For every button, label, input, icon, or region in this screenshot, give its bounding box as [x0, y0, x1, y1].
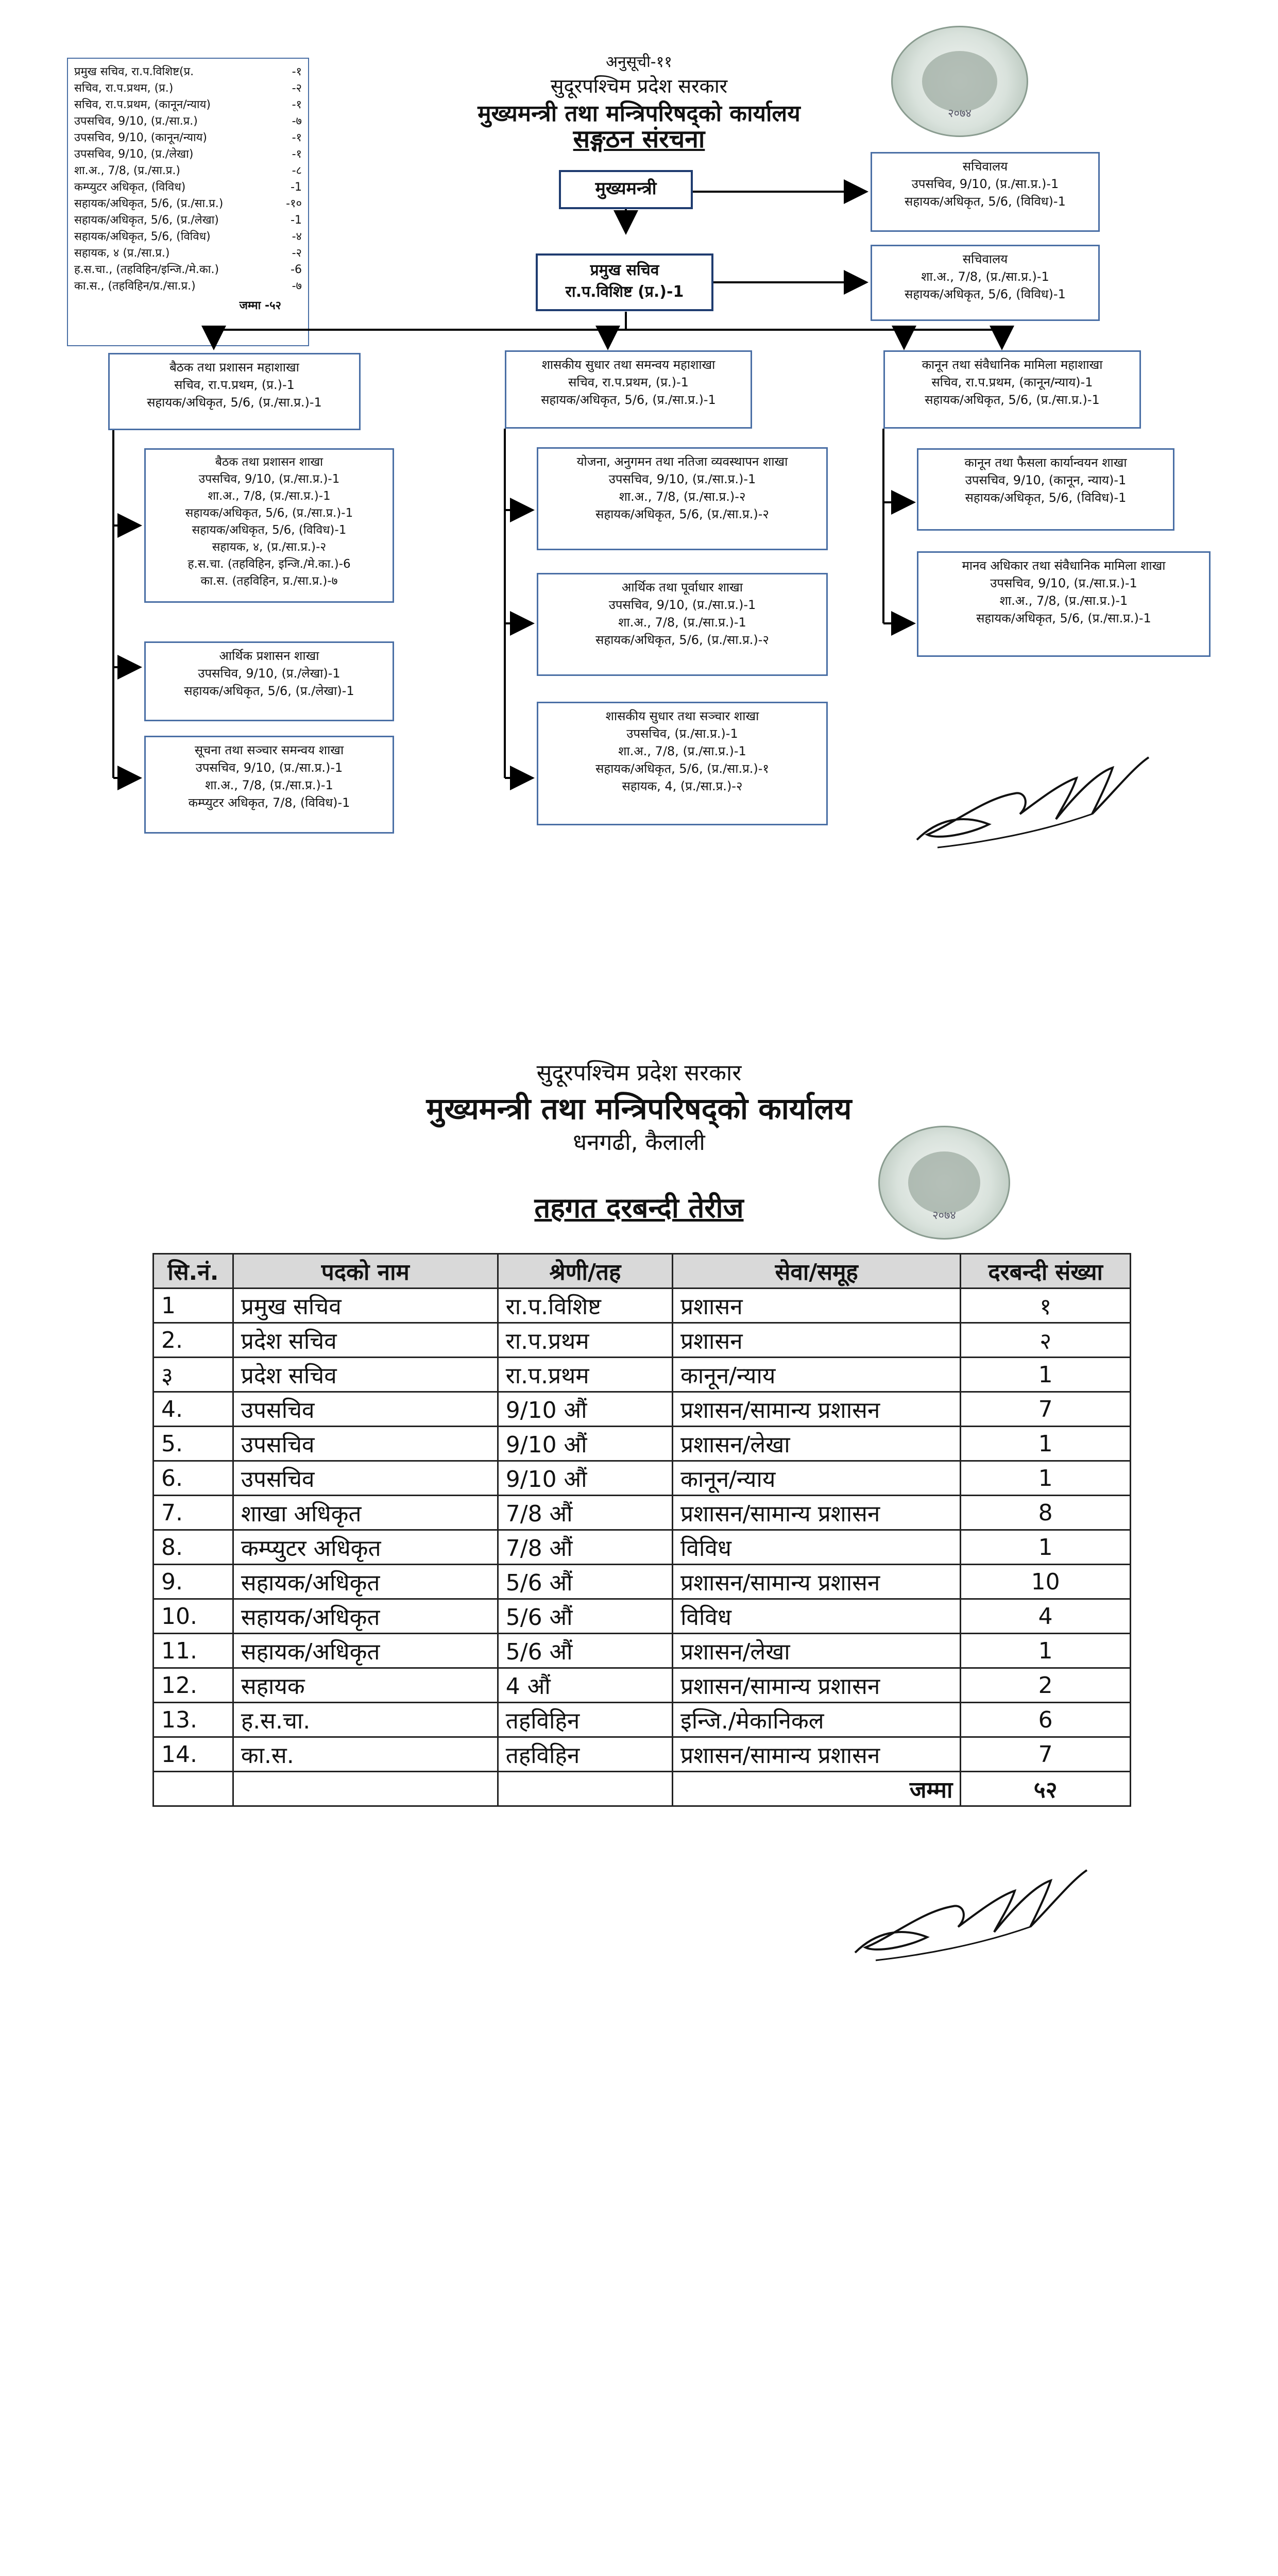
summary-post: सचिव, रा.प.प्रथम, (कानून/न्याय)	[74, 98, 211, 111]
summary-post: का.स., (तहविहिन/प्र./सा.प्र.)	[74, 280, 196, 293]
column-header: सेवा/समूह	[673, 1254, 961, 1289]
summary-count: -1	[291, 214, 302, 227]
summary-post: शा.अ., 7/8, (प्र./सा.प्र.)	[74, 164, 180, 177]
serial-number: 7.	[154, 1496, 233, 1530]
box-line: शा.अ., 7/8, (प्र./सा.प्र.)-1	[208, 489, 331, 503]
service-group: इन्जि./मेकानिकल	[673, 1703, 961, 1737]
table-cell	[154, 1772, 233, 1806]
box-line: शा.अ., 7/8, (प्र./सा.प्र.)-1	[999, 594, 1128, 608]
summary-post: सहायक, ४ (प्र./सा.प्र.)	[74, 247, 170, 260]
table-row	[154, 1461, 1131, 1496]
table-row	[154, 1599, 1131, 1634]
section-box-governance-communication	[537, 702, 828, 825]
section-box-planning-monitoring	[537, 447, 828, 550]
box-line: शा.अ., 7/8, (प्र./सा.प्र.)-1	[921, 269, 1049, 284]
post-name: उपसचिव	[233, 1427, 498, 1461]
column-header: दरबन्दी संख्या	[961, 1254, 1131, 1289]
serial-number: 5.	[154, 1427, 233, 1461]
summary-count: -७	[292, 280, 302, 293]
post-count: 4	[961, 1599, 1131, 1634]
grade-level: तहविहिन	[498, 1703, 672, 1737]
service-group: प्रशासन/सामान्य प्रशासन	[673, 1496, 961, 1530]
box-line: सूचना तथा सञ्चार समन्वय शाखा	[194, 743, 344, 757]
table-row	[154, 1358, 1131, 1392]
service-group: प्रशासन	[673, 1323, 961, 1358]
chief-minister-label: मुख्यमन्त्री	[595, 178, 657, 199]
box-line: उपसचिव, 9/10, (प्र./सा.प्र.)-1	[608, 472, 756, 486]
grade-level: 7/8 औं	[498, 1496, 672, 1530]
grade-level: रा.प.प्रथम	[498, 1323, 672, 1358]
post-name: कम्प्युटर अधिकृत	[233, 1530, 498, 1565]
box-line: सहायक/अधिकृत, 5/6, (प्र./सा.प्र.)-1	[925, 393, 1100, 407]
post-count: 1	[961, 1358, 1131, 1392]
summary-count: -१	[292, 65, 302, 78]
grade-level: 5/6 औं	[498, 1634, 672, 1668]
serial-number: 12.	[154, 1668, 233, 1703]
service-group: प्रशासन/सामान्य प्रशासन	[673, 1668, 961, 1703]
box-line: आर्थिक प्रशासन शाखा	[219, 649, 319, 663]
box-line: शासकीय सुधार तथा सञ्चार शाखा	[605, 709, 759, 723]
summary-count: -७	[292, 115, 302, 128]
table-row	[154, 1565, 1131, 1599]
summary-post: उपसचिव, 9/10, (प्र./सा.प्र.)	[74, 115, 198, 128]
grade-level: तहविहिन	[498, 1737, 672, 1772]
table-row	[154, 1392, 1131, 1427]
service-group: कानून/न्याय	[673, 1461, 961, 1496]
box-line: उपसचिव, 9/10, (प्र./सा.प्र.)-1	[198, 472, 340, 486]
schedule-label: अनुसूची-११	[606, 53, 672, 71]
box-line: ह.स.चा. (तहविहिन, इन्जि./मे.का.)-6	[188, 557, 351, 571]
secretariat-box-2	[871, 245, 1100, 321]
service-group: प्रशासन/लेखा	[673, 1634, 961, 1668]
post-name: सहायक/अधिकृत	[233, 1634, 498, 1668]
post-count: 7	[961, 1392, 1131, 1427]
serial-number: 4.	[154, 1392, 233, 1427]
box-line: बैठक तथा प्रशासन महाशाखा	[169, 360, 299, 375]
section-box-meeting-admin	[144, 448, 394, 603]
post-name: उपसचिव	[233, 1392, 498, 1427]
grade-level: रा.प.प्रथम	[498, 1358, 672, 1392]
box-line: सहायक/अधिकृत, 5/6, (विविध)-1	[905, 194, 1066, 209]
summary-post: सहायक/अधिकृत, 5/6, (प्र./लेखा)	[74, 214, 219, 227]
post-count: 10	[961, 1565, 1131, 1599]
grade-level: 9/10 औं	[498, 1427, 672, 1461]
division-box-governance-reform	[505, 350, 752, 429]
serial-number: 8.	[154, 1530, 233, 1565]
box-line: उपसचिव, (प्र./सा.प्र.)-1	[626, 726, 738, 741]
table-total-row	[154, 1772, 1131, 1806]
box-line: उपसचिव, 9/10, (प्र./सा.प्र.)-1	[911, 177, 1059, 191]
page-title: सङ्गठन संरचना	[573, 125, 705, 154]
summary-count: -४	[292, 230, 302, 243]
box-line: उपसचिव, 9/10, (कानून, न्याय)-1	[965, 473, 1127, 487]
box-line: सहायक, 4, (प्र./सा.प्र.)-२	[622, 779, 743, 793]
serial-number: 9.	[154, 1565, 233, 1599]
section-box-information-communication	[144, 736, 394, 834]
post-name: ह.स.चा.	[233, 1703, 498, 1737]
service-group: प्रशासन	[673, 1289, 961, 1323]
summary-count: -२	[292, 82, 302, 95]
post-count: 1	[961, 1530, 1131, 1565]
table-row	[154, 1703, 1131, 1737]
service-group: प्रशासन/सामान्य प्रशासन	[673, 1565, 961, 1599]
summary-count: -२	[292, 247, 302, 260]
total-value: ५२	[961, 1772, 1131, 1806]
table-row	[154, 1530, 1131, 1565]
post-count: 1	[961, 1634, 1131, 1668]
post-name: उपसचिव	[233, 1461, 498, 1496]
box-line: उपसचिव, 9/10, (प्र./लेखा)-1	[198, 666, 340, 681]
column-header: पदको नाम	[233, 1254, 498, 1289]
box-line: शा.अ., 7/8, (प्र./सा.प्र.)-२	[619, 489, 746, 504]
post-count: २	[961, 1323, 1131, 1358]
office-name: मुख्यमन्त्री तथा मन्त्रिपरिषद्को कार्यालय	[478, 100, 800, 127]
serial-number: 1	[154, 1289, 233, 1323]
summary-count: -१०	[286, 197, 302, 210]
box-line: सचिव, रा.प.प्रथम, (कानून/न्याय)-1	[931, 375, 1093, 389]
office-seal-2	[878, 1126, 1010, 1240]
box-line: मानव अधिकार तथा संवैधानिक मामिला शाखा	[962, 558, 1166, 573]
post-count: १	[961, 1289, 1131, 1323]
box-line: सचिवालय	[962, 159, 1008, 174]
chief-secretary-title: प्रमुख सचिव	[590, 261, 659, 279]
box-line: सहायक, ४, (प्र./सा.प्र.)-२	[212, 540, 327, 554]
summary-post: सहायक/अधिकृत, 5/6, (प्र./सा.प्र.)	[74, 197, 224, 210]
post-name: शाखा अधिकृत	[233, 1496, 498, 1530]
table-office-name: मुख्यमन्त्री तथा मन्त्रिपरिषद्को कार्यालय	[426, 1091, 852, 1126]
table-government-name: सुदूरपश्चिम प्रदेश सरकार	[536, 1060, 742, 1086]
box-line: कानून तथा फैसला कार्यान्वयन शाखा	[964, 455, 1127, 470]
post-count: 1	[961, 1427, 1131, 1461]
secretariat-box-1	[871, 152, 1100, 232]
box-line: उपसचिव, 9/10, (प्र./सा.प्र.)-1	[990, 576, 1137, 590]
table-row	[154, 1634, 1131, 1668]
section-box-finance-admin	[144, 641, 394, 721]
box-line: सहायक/अधिकृत, 5/6, (प्र./लेखा)-1	[184, 684, 354, 698]
box-line: सहायक/अधिकृत, 5/6, (प्र./सा.प्र.)-1	[541, 393, 716, 407]
column-header: सि.नं.	[154, 1254, 233, 1289]
seal-year: २०७४	[948, 107, 972, 120]
summary-post: उपसचिव, 9/10, (कानून/न्याय)	[74, 131, 208, 144]
post-count: 1	[961, 1461, 1131, 1496]
table-row	[154, 1496, 1131, 1530]
signature-1	[907, 737, 1154, 860]
grade-level: 5/6 औं	[498, 1565, 672, 1599]
table-row	[154, 1289, 1131, 1323]
summary-total: जम्मा -५२	[239, 299, 281, 312]
post-count: 8	[961, 1496, 1131, 1530]
box-line: उपसचिव, 9/10, (प्र./सा.प्र.)-1	[195, 760, 343, 775]
post-name: सहायक/अधिकृत	[233, 1565, 498, 1599]
box-line: सहायक/अधिकृत, 5/6, (प्र./सा.प्र.)-1	[185, 506, 353, 520]
total-label: जम्मा	[673, 1772, 961, 1806]
table-row	[154, 1427, 1131, 1461]
table-row	[154, 1737, 1131, 1772]
section-box-economic-infrastructure	[537, 573, 828, 676]
service-group: प्रशासन/लेखा	[673, 1427, 961, 1461]
box-line: सचिव, रा.प.प्रथम, (प्र.)-1	[568, 375, 689, 389]
chief-minister-box	[559, 170, 693, 209]
serial-number: 2.	[154, 1323, 233, 1358]
box-line: कानून तथा संवैधानिक मामिला महाशाखा	[922, 358, 1103, 372]
box-line: शा.अ., 7/8, (प्र./सा.प्र.)-1	[618, 744, 746, 758]
section-box-human-rights	[917, 551, 1211, 657]
grade-level: रा.प.विशिष्ट	[498, 1289, 672, 1323]
box-line: सहायक/अधिकृत, 5/6, (प्र./सा.प्र.)-२	[595, 507, 769, 521]
service-group: प्रशासन/सामान्य प्रशासन	[673, 1737, 961, 1772]
service-group: कानून/न्याय	[673, 1358, 961, 1392]
grade-level: 9/10 औं	[498, 1392, 672, 1427]
column-header: श्रेणी/तह	[498, 1254, 672, 1289]
grade-level: 9/10 औं	[498, 1461, 672, 1496]
summary-count: -१	[292, 148, 302, 161]
service-group: प्रशासन/सामान्य प्रशासन	[673, 1392, 961, 1427]
box-line: कम्प्युटर अधिकृत, 7/8, (विविध)-1	[188, 795, 350, 810]
grade-level: 4 औं	[498, 1668, 672, 1703]
box-line: सहायक/अधिकृत, 5/6, (विविध)-1	[965, 490, 1127, 505]
box-line: बैठक तथा प्रशासन शाखा	[215, 455, 323, 469]
box-line: सचिव, रा.प.प्रथम, (प्र.)-1	[174, 378, 295, 392]
summary-count: -1	[291, 181, 302, 194]
darbandi-table	[152, 1253, 1131, 1807]
box-line: सहायक/अधिकृत, 5/6, (विविध)-1	[192, 523, 347, 537]
summary-post: सहायक/अधिकृत, 5/6, (विविध)	[74, 230, 211, 243]
box-line: शासकीय सुधार तथा समन्वय महाशाखा	[541, 358, 715, 372]
chief-secretary-box	[536, 253, 713, 311]
chief-secretary-grade: रा.प.विशिष्ट (प्र.)-1	[565, 283, 684, 301]
table-office-place: धनगढी, कैलाली	[573, 1129, 705, 1156]
box-line: सचिवालय	[962, 252, 1008, 266]
summary-post: कम्प्युटर अधिकृत, (विविध)	[74, 181, 186, 194]
post-name: प्रदेश सचिव	[233, 1358, 498, 1392]
serial-number: 10.	[154, 1599, 233, 1634]
table-title: तहगत दरबन्दी तेरीज	[534, 1192, 744, 1224]
seal-year: २०७४	[932, 1209, 956, 1222]
table-row	[154, 1323, 1131, 1358]
box-line: शा.अ., 7/8, (प्र./सा.प्र.)-1	[618, 615, 746, 630]
government-name: सुदूरपश्चिम प्रदेश सरकार	[550, 75, 728, 97]
box-line: सहायक/अधिकृत, 5/6, (प्र./सा.प्र.)-२	[595, 633, 769, 647]
post-name: का.स.	[233, 1737, 498, 1772]
post-name: प्रदेश सचिव	[233, 1323, 498, 1358]
summary-post: ह.स.चा., (तहविहिन/इन्जि./मे.का.)	[74, 263, 219, 276]
box-line: योजना, अनुगमन तथा नतिजा व्यवस्थापन शाखा	[576, 454, 788, 469]
summary-post: प्रमुख सचिव, रा.प.विशिष्ट(प्र.	[74, 65, 194, 78]
table-header-row	[154, 1254, 1131, 1289]
summary-count: -१	[292, 98, 302, 111]
box-line: शा.अ., 7/8, (प्र./सा.प्र.)-1	[205, 778, 333, 792]
summary-count: -6	[291, 263, 302, 276]
summary-post: उपसचिव, 9/10, (प्र./लेखा)	[74, 148, 194, 161]
table-cell	[498, 1772, 672, 1806]
section-box-law-verdict	[917, 448, 1174, 531]
grade-level: 7/8 औं	[498, 1530, 672, 1565]
box-line: सहायक/अधिकृत, 5/6, (प्र./सा.प्र.)-१	[595, 761, 769, 776]
signature-2	[845, 1850, 1092, 1973]
post-count: 7	[961, 1737, 1131, 1772]
box-line: सहायक/अधिकृत, 5/6, (विविध)-1	[905, 287, 1066, 301]
serial-number: 13.	[154, 1703, 233, 1737]
summary-count: -८	[292, 164, 302, 177]
summary-count: -१	[292, 131, 302, 144]
serial-number: 11.	[154, 1634, 233, 1668]
box-line: उपसचिव, 9/10, (प्र./सा.प्र.)-1	[608, 598, 756, 612]
serial-number: 14.	[154, 1737, 233, 1772]
service-group: विविध	[673, 1599, 961, 1634]
box-line: सहायक/अधिकृत, 5/6, (प्र./सा.प्र.)-1	[976, 611, 1151, 625]
box-line: सहायक/अधिकृत, 5/6, (प्र./सा.प्र.)-1	[147, 395, 322, 410]
post-count: 6	[961, 1703, 1131, 1737]
division-box-meeting-admin	[108, 353, 361, 430]
table-cell	[233, 1772, 498, 1806]
serial-number: 6.	[154, 1461, 233, 1496]
post-name: सहायक	[233, 1668, 498, 1703]
service-group: विविध	[673, 1530, 961, 1565]
division-box-law-constitution	[883, 350, 1141, 429]
post-name: सहायक/अधिकृत	[233, 1599, 498, 1634]
serial-number: ३	[154, 1358, 233, 1392]
table-row	[154, 1668, 1131, 1703]
box-line: आर्थिक तथा पूर्वाधार शाखा	[622, 580, 743, 595]
post-name: प्रमुख सचिव	[233, 1289, 498, 1323]
grade-level: 5/6 औं	[498, 1599, 672, 1634]
summary-post: सचिव, रा.प.प्रथम, (प्र.)	[74, 82, 174, 95]
post-count: 2	[961, 1668, 1131, 1703]
box-line: का.स. (तहविहिन, प्र./सा.प्र.)-७	[200, 574, 338, 588]
